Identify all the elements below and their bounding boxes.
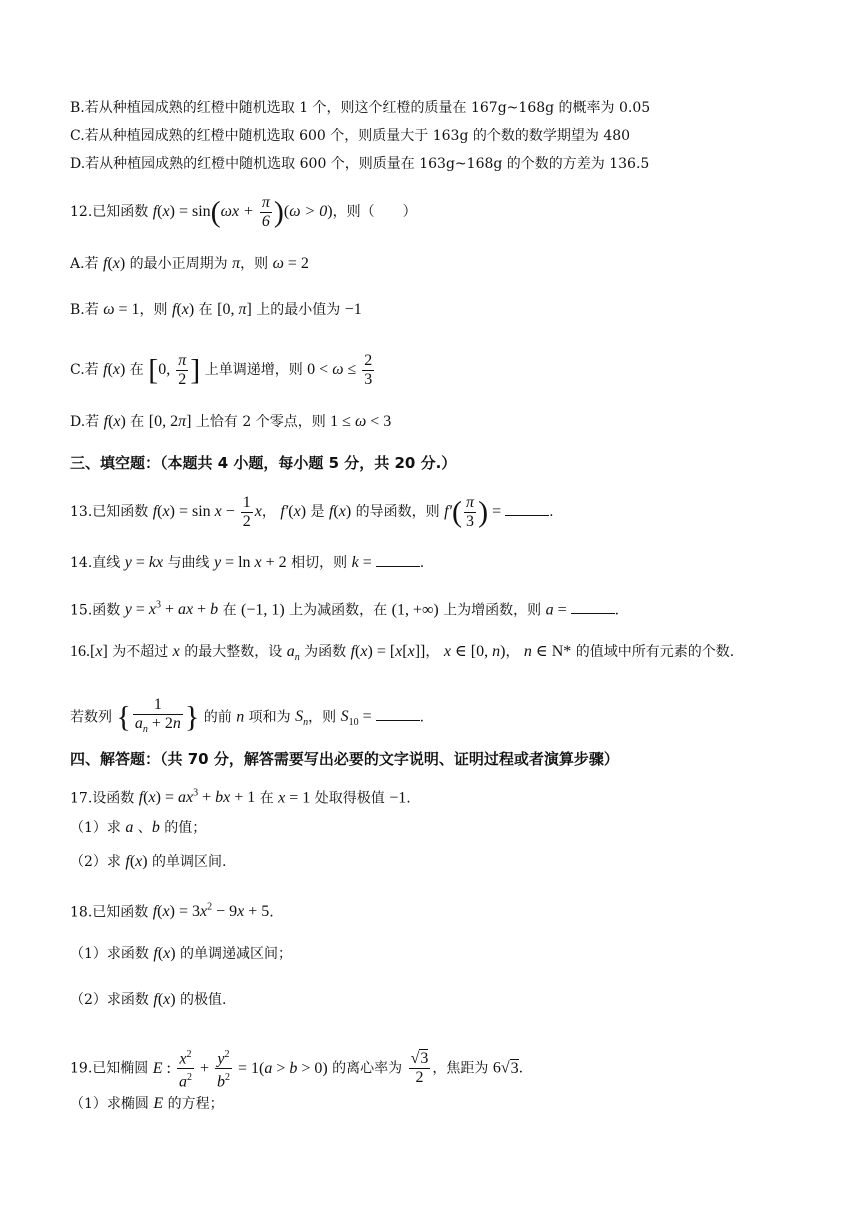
question-12-option-b: B.若 ω = 1，则 f(x) 在 [0, π] 上的最小值为 −1 [70, 301, 362, 318]
question-18-part-2: （2）求函数 f(x) 的极值. [70, 991, 227, 1008]
option-c-line [70, 126, 630, 146]
question-18-part-1: （1）求函数 f(x) 的单调递减区间； [70, 945, 293, 962]
option-d-text: D.若从种植园成熟的红橙中随机选取 600 个，则质量在 163g~168g 的个数的方差为 136.5 [70, 156, 650, 172]
question-19: 19.已知椭圆 E : $\frac{x^2}{a^2}$ + $\frac{y^2}{b^2}$ = 1(a > b > 0) 的离心率为 $\frac{√3}{2}$ ，焦距为 6√3. [70, 1046, 523, 1092]
answer-blank [376, 552, 420, 567]
option-b-text: B.若从种植园成熟的红橙中随机选取 1 个，则这个红橙的质量在 167g~168g 的概率为 0.05 [70, 100, 651, 116]
question-16-line-1: 16.[x] 为不超过 x 的最大整数，设 $a_n$ 为函数 f(x) = [x[x]]， x ∈ [0, n)， n ∈ N* 的值域中所有元素的个数. [70, 643, 735, 664]
section-4-heading: 四、解答题：（共 70 分，解答需要写出必要的文字说明、证明过程或者演算步骤） [70, 750, 619, 768]
question-17-part-1: （1）求 a 、b 的值； [70, 819, 207, 836]
option-c-text: C.若从种植园成熟的红橙中随机选取 600 个，则质量大于 163g 的个数的数学期望为 480 [70, 128, 631, 144]
option-d-line [70, 154, 649, 174]
answer-blank [505, 501, 549, 516]
question-12-option-d: D.若 f(x) 在 [0, 2π] 上恰有 2 个零点，则 1 ≤ ω < 3 [70, 413, 392, 430]
option-b-line [70, 98, 650, 118]
question-16-line-2: 若数列 { $\frac{1}{a_n + 2n}$ } 的前 n 项和为 $S_n$，则 $S_{10}$ = . [70, 696, 425, 736]
question-12-option-c: C.若 f(x) 在 [0, $\frac{\pi}{2}$ ] 上单调递增，则 0 < ω ≤ $\frac{2}{3}$ [70, 352, 373, 388]
question-18: 18.已知函数 $f(x) = 3x^2 - 9x + 5$. [70, 902, 274, 921]
question-12-option-a: A.若 f(x) 的最小正周期为 π，则 ω = 2 [70, 255, 309, 272]
question-19-part-1: （1）求椭圆 E 的方程； [70, 1095, 224, 1112]
answer-blank [571, 599, 615, 614]
question-17: 17.设函数 $f(x) = ax^3$ + bx + 1 在 x = 1 处取得极值 −1. [70, 788, 411, 807]
question-12-stem: 12.已知函数 f(x) = sin(ωx + $\frac{\pi}{6}$ )(ω > 0)，则（ ） [70, 194, 417, 230]
formula: f(x) = sin(ωx + $\frac{\pi}{6}$ )(ω > 0) [152, 194, 333, 230]
question-14: 14.直线 y = kx 与曲线 y = ln x + 2 相切，则 k = . [70, 554, 425, 571]
section-3-heading: 三、填空题：（本题共 4 小题，每小题 5 分，共 20 分.） [70, 454, 457, 472]
question-15: 15.函数 $y = x^3$ + ax + b 在 (−1, 1) 上为减函数，在 (1, +∞) 上为增函数，则 a = . [70, 600, 620, 619]
question-17-part-2: （2）求 f(x) 的单调区间. [70, 853, 227, 870]
question-13: 13.已知函数 f(x) = sin x − $\frac{1}{2}$ x， f′(x) 是 f(x) 的导函数，则 f′( $\frac{\pi}{3}$ ) = . [70, 494, 554, 530]
answer-blank [376, 706, 420, 721]
